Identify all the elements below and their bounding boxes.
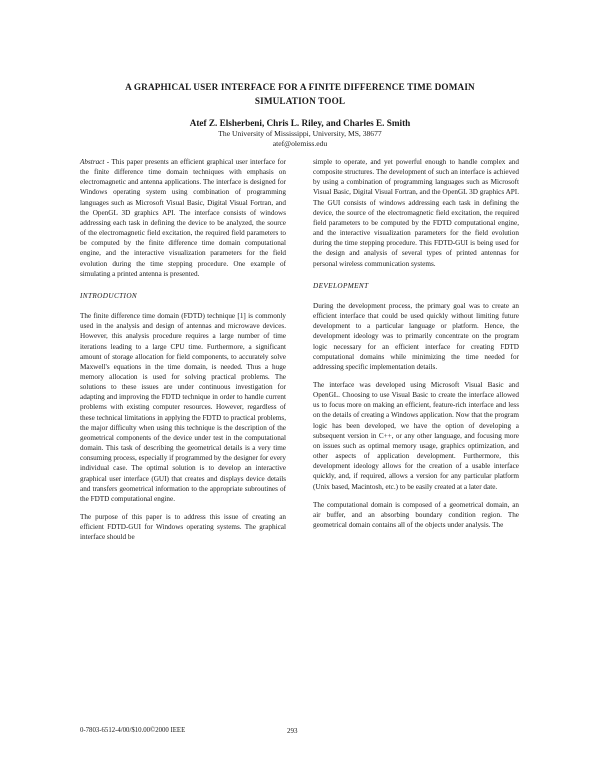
author-affiliation: The University of Mississippi, University, MS, 38677 — [218, 129, 382, 138]
introduction-continued-paragraph: simple to operate, and yet powerful enough to handle complex and composite structures. The development of such an interface is achieved by using a combination of programming languages such as Microsoft Visual Basic, Digital Visual Fortran, and the OpenGL 3D graphics API. The GUI consists of windows addressing each task in defining the device, the source of the electromagnetic field excitation, the required field parameters to be computed by the FDTD computational engine, and the interactive visualization parameters for the field evolution during the time stepping procedure. This FDTD-GUI is being used for the design and analysis of several types of printed antennas for personal wireless communication systems. — [313, 158, 519, 268]
paper-title-line-1: A GRAPHICAL USER INTERFACE FOR A FINITE DIFFERENCE TIME DOMAIN — [125, 82, 475, 92]
abstract-text: - This paper presents an efficient graphical user interface for the finite difference time domain techniques with emphasis on electromagnetic and antenna applications. The interface is designed for Windows operating system using combination of programming languages such as Microsoft Visual Basic, Digital Visual Fortran, and the OpenGL 3D graphics API. The interface consists of windows addressing each task in defining the device to be analyzed, the source of the electromagnetic field excitation, the required field parameters to be computed by the finite difference time domain computational engine, and the interactive visualization parameters for the field evolution during the time stepping procedure. One example of simulating a printed antenna is presented. — [80, 158, 286, 278]
introduction-heading: INTRODUCTION — [80, 291, 138, 300]
abstract-label: Abstract — [80, 158, 105, 166]
development-heading: DEVELOPMENT — [313, 281, 369, 290]
footer-identifier: 0-7803-6512-4/00/$10.00©2000 IEEE — [80, 727, 186, 734]
development-paragraph-1: During the development process, the primary goal was to create an efficient interface that could be used quickly without limiting future development to a particular language or platform. Hence, the development ideology was to primarily concentrate on the program logic necessary for an efficient interface for creating FDTD computational domains while minimizing the time needed for addressing specific implementation details. — [313, 301, 519, 371]
paper-title — [60, 80, 540, 108]
author-list: Atef Z. Elsherbeni, Chris L. Riley, and Charles E. Smith — [189, 118, 411, 128]
author-email: atef@olemiss.edu — [272, 139, 328, 148]
right-column — [313, 157, 519, 538]
introduction-paragraph-2: The purpose of this paper is to address this issue of creating an efficient FDTD-GUI for Windows operating systems. The graphical interface should be — [80, 513, 286, 542]
development-paragraph-2: The interface was developed using Microsoft Visual Basic and OpenGL. Choosing to use Visual Basic to create the interface allowed us to focus more on making an efficient, feature-rich interface and less on the details of creating a Windows application. Now that the program logic has been developed, we have the option of developing a subsequent version in C++, or any other language, and focusing more on issues such as optimal memory usage, graphics optimization, and other aspects of application development. Furthermore, this development ideology allows for the creation of a usable interface quickly, and, if required, allows a version for any particular platform (Unix based, Macintosh, etc.) to be easily created at a later date. — [313, 380, 519, 491]
left-column — [80, 157, 286, 550]
paper-title-line-2: SIMULATION TOOL — [254, 96, 346, 106]
development-paragraph-3: The computational domain is composed of a geometrical domain, an air buffer, and an absorbing boundary condition region. The geometrical domain contains all of the objects under analysis. The — [313, 500, 519, 529]
page-number: 293 — [287, 727, 298, 735]
abstract-paragraph — [80, 157, 286, 279]
introduction-paragraph-1: The finite difference time domain (FDTD) technique [1] is commonly used in the analysis and design of antennas and microwave devices. However, this analysis procedure requires a large number of time iterations leading to a large CPU time. Furthermore, a significant amount of storage allocation for field components, to accurately solve Maxwell's equations in the time domain, is needed. Thus a huge memory allocation is used for solving practical problems. The solutions to these issues are under continuous investigation for adapting and improving the FDTD technique in order to handle current problems with existing computer resources. However, regardless of these technical limitations in applying the FDTD to practical problems, the major difficulty when using this technique is the description of the geometrical components of the device under test in the computational domain. This task of describing the geometrical details is a very time consuming process, especially if programmed by the designer for every individual case. The optimal solution is to develop an interactive graphical user interface (GUI) that creates and displays device details and transfers geometrical information to the appropriate subroutines of the FDTD computational engine. — [80, 312, 286, 503]
